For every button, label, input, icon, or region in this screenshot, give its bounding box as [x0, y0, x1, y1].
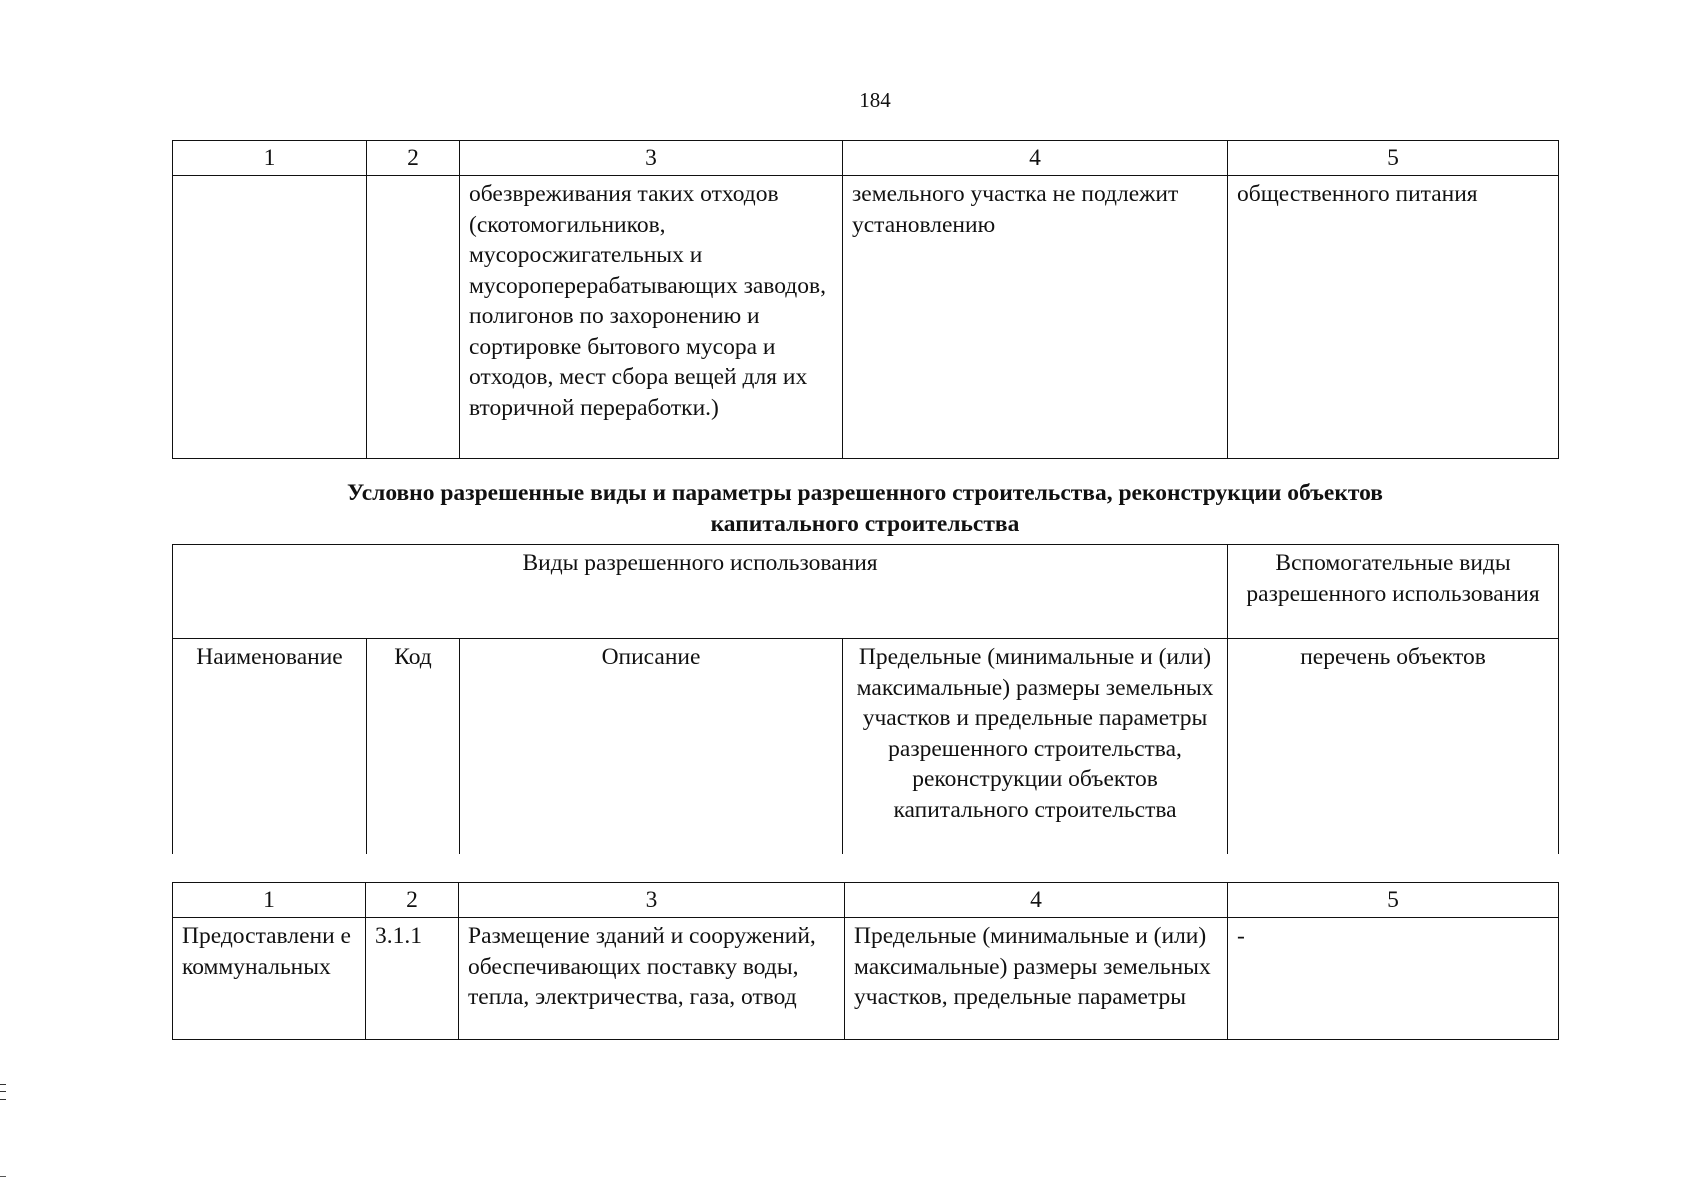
cell-limits: Предельные (минимальные и (или) максимальные) размеры земельных участков, предельные параметры: [845, 918, 1228, 1040]
column-number-2: 2: [366, 883, 459, 918]
header-name: Наименование: [173, 639, 367, 855]
header-limits: Предельные (минимальные и (или) максимальные) размеры земельных участков и предельные параметры разрешенного строительства, реконструкции объектов капитального строительства: [843, 639, 1228, 855]
column-header-row: [173, 639, 1559, 855]
margin-scan-mark-2: [0, 1176, 6, 1177]
column-number-3: 3: [459, 883, 845, 918]
column-number-1: 1: [173, 141, 367, 176]
group-header-row: [173, 545, 1559, 639]
column-number-4: 4: [843, 141, 1228, 176]
cell-name: Предоставлени е коммунальных: [173, 918, 366, 1040]
section-heading: [172, 478, 1558, 540]
cell-description: обезвреживания таких отходов (скотомогильников, мусоросжигательных и мусороперерабатывающих заводов, полигонов по захоронению и сортировке бытового мусора и отходов, мест сбора вещей для их вторичной переработки.): [460, 176, 843, 459]
header-objects: перечень объектов: [1228, 639, 1559, 855]
column-number-3: 3: [460, 141, 843, 176]
group-header-main: Виды разрешенного использования: [173, 545, 1228, 639]
header-code: Код: [367, 639, 460, 855]
table-row: [173, 918, 1559, 1040]
table-row: [173, 176, 1559, 459]
content-table: [172, 882, 1559, 1040]
continuation-table: [172, 140, 1559, 459]
column-number-2: 2: [367, 141, 460, 176]
cell-name: [173, 176, 367, 459]
page-number: 184: [859, 88, 891, 112]
cell-code: [367, 176, 460, 459]
group-header-aux: Вспомогательные виды разрешенного использования: [1228, 545, 1559, 639]
section-heading-line-1: Условно разрешенные виды и параметры разрешенного строительства, реконструкции объектов: [347, 480, 1383, 506]
cell-aux-objects: -: [1228, 918, 1559, 1040]
column-number-row: [173, 141, 1559, 176]
column-number-5: 5: [1228, 141, 1559, 176]
cell-description: Размещение зданий и сооружений, обеспечивающих поставку воды, тепла, электричества, газа, отвод: [459, 918, 845, 1040]
cell-aux-objects: общественного питания: [1228, 176, 1559, 459]
column-number-5: 5: [1228, 883, 1559, 918]
header-description: Описание: [460, 639, 843, 855]
section-heading-line-2: капитального строительства: [710, 511, 1020, 537]
header-table: [172, 544, 1559, 854]
cell-limits: земельного участка не подлежит установлению: [843, 176, 1228, 459]
cell-code: 3.1.1: [366, 918, 459, 1040]
column-number-4: 4: [845, 883, 1228, 918]
margin-scan-mark: [0, 1084, 6, 1100]
column-number-1: 1: [173, 883, 366, 918]
column-number-row: [173, 883, 1559, 918]
